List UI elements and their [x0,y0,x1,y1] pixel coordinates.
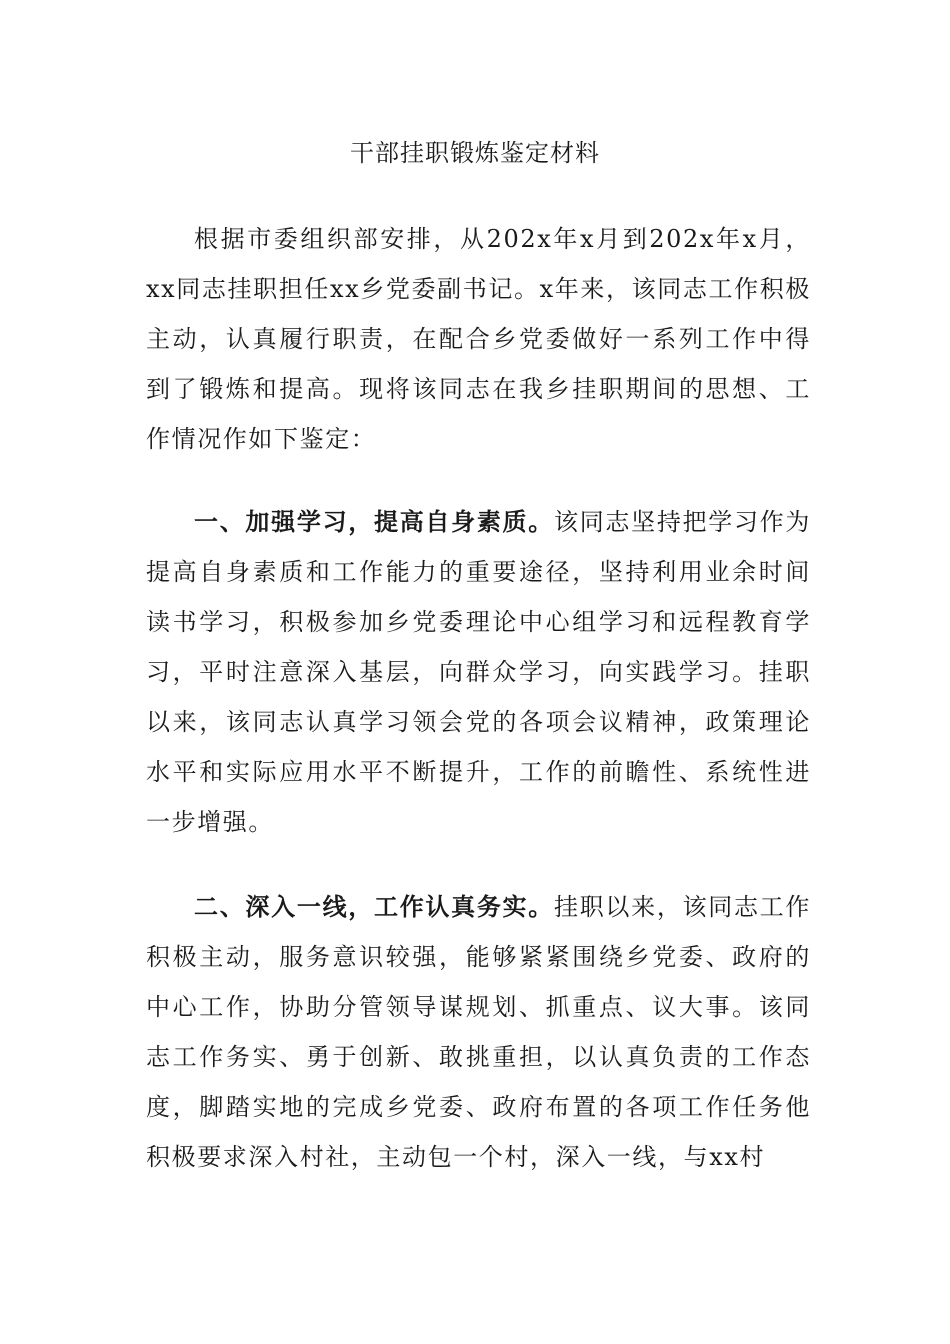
section-text-1: 该同志坚持把学习作为提高自身素质和工作能力的重要途径，坚持利用业余时间读书学习，积极参加乡党委理论中心组学习和远程教育学习，平时注意深入基层，向群众学习，向实践学习。挂职以来，该同志认真学习领会党的各项会议精神，政策理论水平和实际应用水平不断提升，工作的前瞻性、系统性进一步增强。 [146,508,811,836]
document-title: 干部挂职锻炼鉴定材料 [350,139,600,167]
section-heading-1: 一、加强学习，提高自身素质。 [194,507,554,536]
intro-paragraph: 根据市委组织部安排，从202x年x月到202x年x月，xx同志挂职担任xx乡党委副书记。x年来，该同志工作积极主动，认真履行职责，在配合乡党委做好一系列工作中得到了锻炼和提高。现将该同志在我乡挂职期间的思想、工作情况作如下鉴定： [146,225,811,453]
section-paragraph-1 [146,497,811,847]
section-heading-2: 二、深入一线，工作认真务实。 [194,892,554,921]
section-paragraph-2 [146,882,811,1182]
section-text-2: 挂职以来，该同志工作积极主动，服务意识较强，能够紧紧围绕乡党委、政府的中心工作，协助分管领导谋规划、抓重点、议大事。该同志工作务实、勇于创新、敢挑重担，以认真负责的工作态度，脚踏实地的完成乡党委、政府布置的各项工作任务他积极要求深入村社，主动包一个村，深入一线，与xx村 [146,893,811,1171]
